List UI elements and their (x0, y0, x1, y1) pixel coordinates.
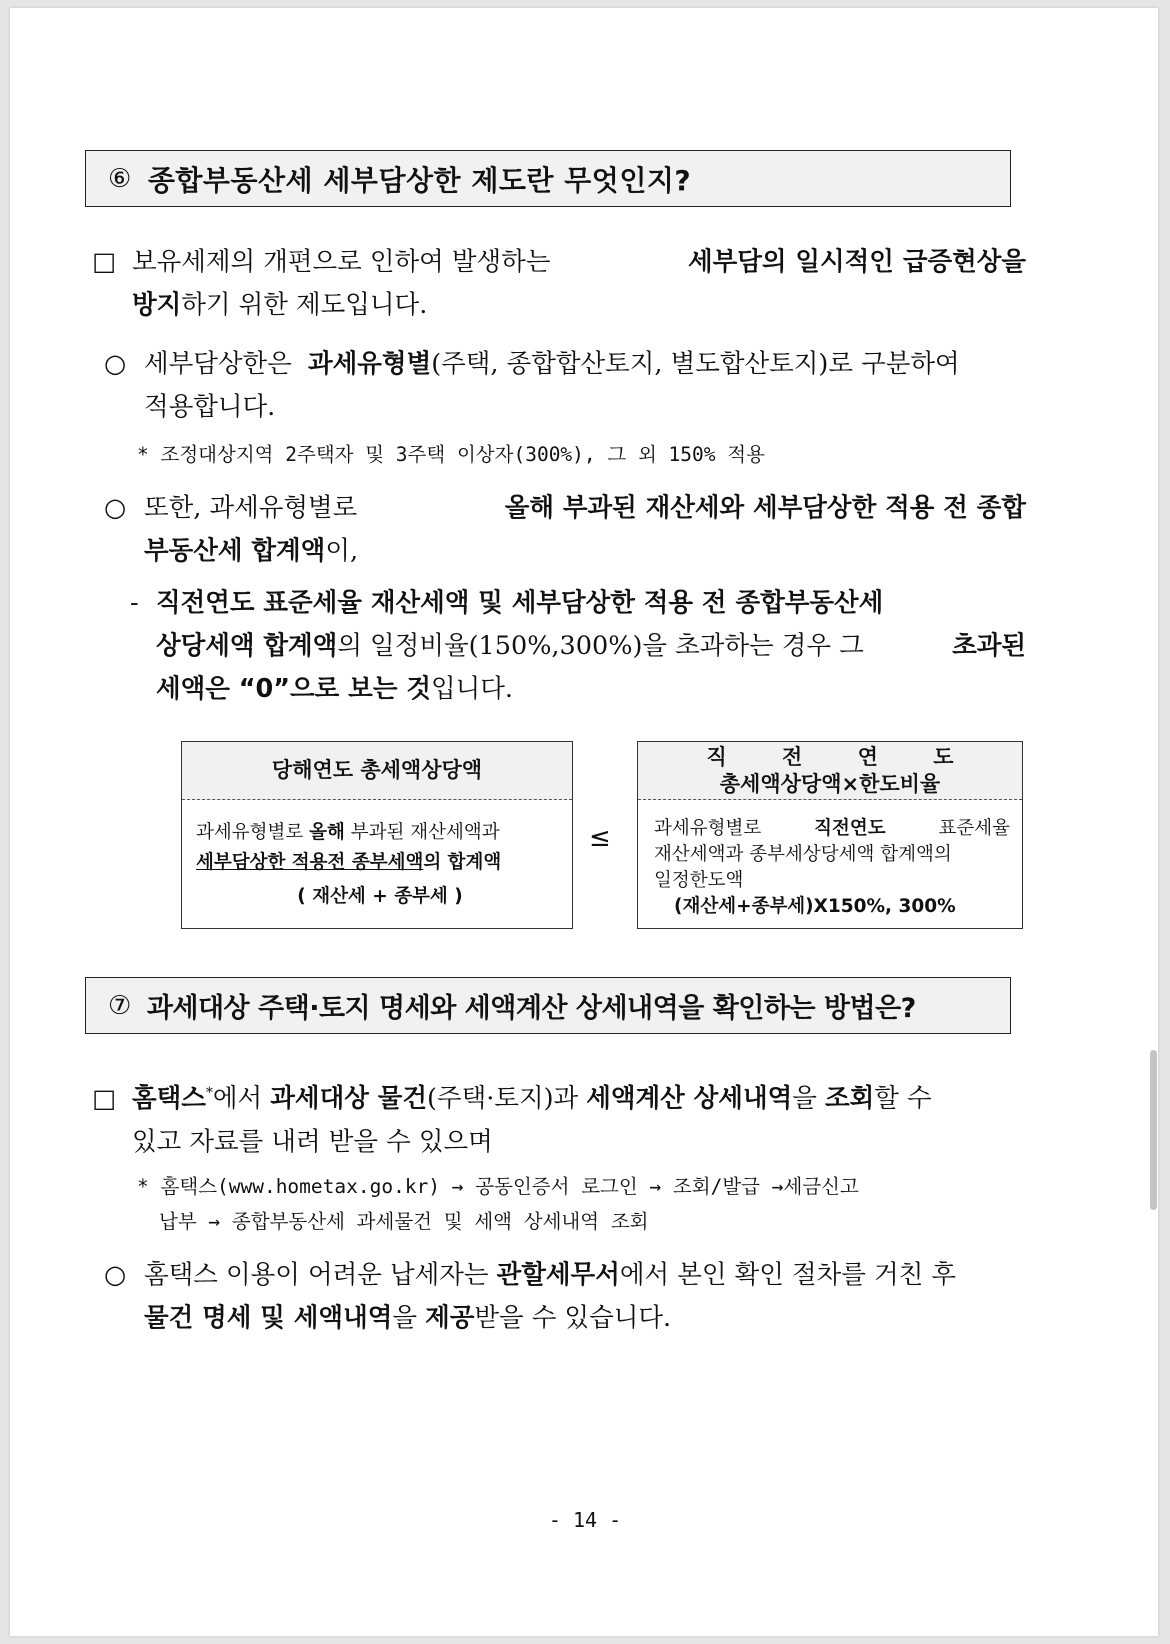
table-right-header-line1: 직 전 연 도 (706, 744, 978, 769)
table-left-header: 당해연도 총세액상당액 (271, 758, 483, 782)
table-previous-year-limit (637, 741, 1023, 929)
section-7-number: ⑦ (108, 990, 131, 1021)
s7-note-1-line2: 납부 → 종합부동산세 과세물건 및 세액 상세내역 조회 (159, 1210, 649, 1233)
circle-bullet: ○ (104, 493, 127, 523)
table-right-header-line2: 총세액상당액×한도비율 (719, 771, 941, 796)
section-7-heading (85, 977, 1011, 1034)
square-bullet: □ (92, 247, 117, 277)
section-6-title: 종합부동산세 세부담상한 제도란 무엇인지? (147, 163, 692, 197)
scrollbar[interactable] (1150, 1050, 1157, 1210)
page-number: - 14 - (548, 1508, 622, 1532)
s6-paragraph-1: □ 보유세제의 개편으로 인하여 발생하는 세부담의 일시적인 급증현상을 방지 하기 위한 제도입니다. (92, 241, 1026, 327)
section-6-number: ⑥ (108, 163, 132, 194)
square-bullet: □ (92, 1083, 117, 1114)
circle-bullet: ○ (104, 349, 127, 379)
table-current-year-total (181, 741, 573, 929)
s7-note-1-line1: * 홈택스(www.hometax.go.kr) → 공동인증서 로그인 → 조회/발급 →세금신고 (137, 1175, 859, 1198)
section-6-heading (85, 150, 1011, 207)
s6-paragraph-2: ○ 세부담상한은 과세유형별(주택, 종합합산토지, 별도합산토지)로 구분하여 적용합니다. (104, 343, 1026, 429)
section-7-title: 과세대상 주택·토지 명세와 세액계산 상세내역을 확인하는 방법은? (146, 993, 916, 1024)
circle-bullet: ○ (104, 1260, 127, 1290)
less-equal-operator: ≤ (589, 823, 611, 853)
s7-paragraph-2: ○ 홈택스 이용이 어려운 납세자는 관할세무서에서 본인 확인 절차를 거친 후 물건 명세 및 세액내역 을 제공 받을 수 있습니다. (104, 1254, 1026, 1340)
table-left-body: 과세유형별로 올해 부과된 재산세액과 세부담상한 적용전 종부세액의 합계액 ( 재산세 + 종부세 ) (196, 822, 502, 907)
dash-bullet: - (130, 588, 139, 618)
s7-paragraph-1: □ 홈택스*에서 과세대상 물건(주택·토지)과 세액계산 상세내역을 조회할 수 있고 자료를 내려 받을 수 있으며 (92, 1072, 1026, 1164)
table-right-body: 과세유형별로 직전연도 표준세율 재산세액과 종부세상당세액 합계액의 일정한도액 (재산세+종부세)X150%, 300% (654, 818, 1010, 917)
s6-paragraph-4: - 직전연도 표준세율 재산세액 및 세부담상한 적용 전 종합부동산세 상당세액 합계액의 일정비율(150%,300%)을 초과하는 경우 그 초과된 세액은 “0”으로 보는 것 입니다. (130, 582, 1026, 711)
s6-note-1: * 조정대상지역 2주택자 및 3주택 이상자(300%), 그 외 150% 적용 (137, 443, 765, 466)
s6-paragraph-3: ○ 또한, 과세유형별로 올해 부과된 재산세와 세부담상한 적용 전 종합 부동산세 합계액 이, (104, 487, 1026, 573)
